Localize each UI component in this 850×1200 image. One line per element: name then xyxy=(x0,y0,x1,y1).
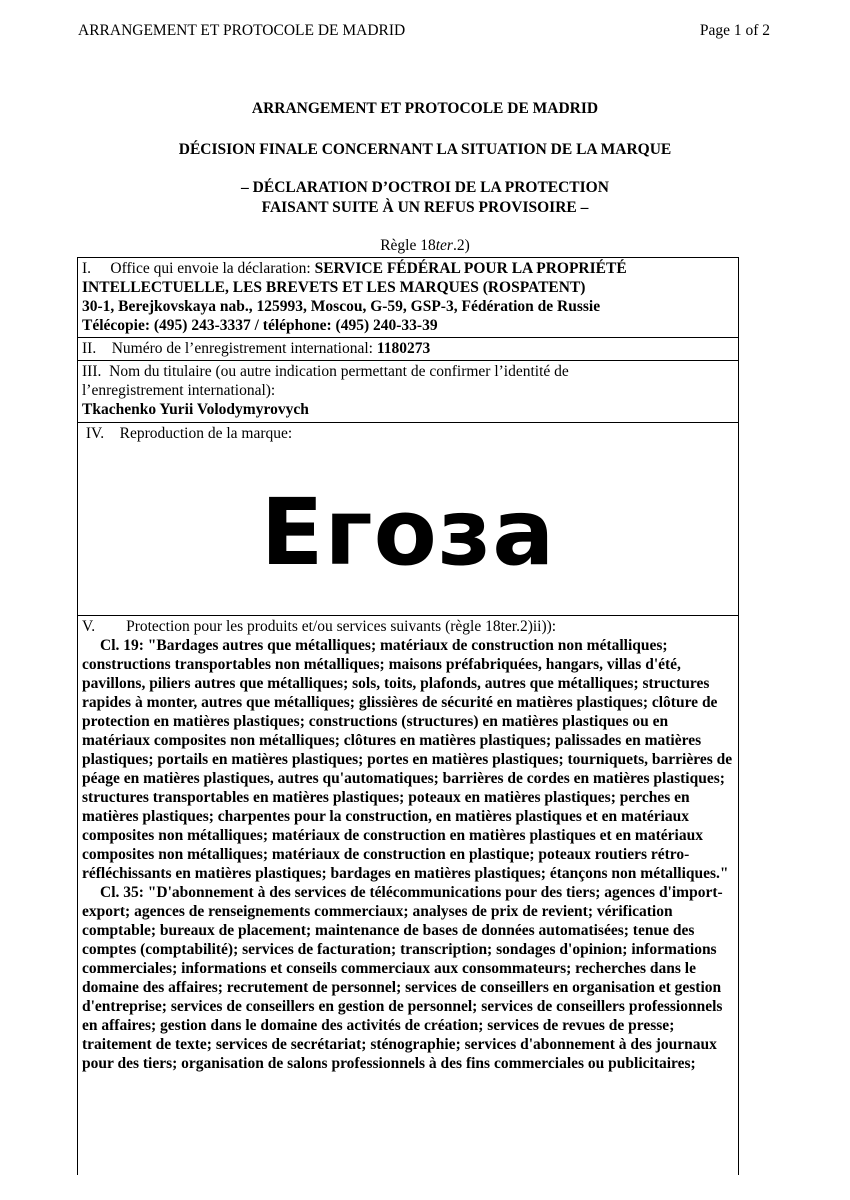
decision-title: DÉCISION FINALE CONCERNANT LA SITUATION DE LA MARQUE xyxy=(178,141,672,158)
page-number: Page 1 of 2 xyxy=(699,22,770,39)
running-header-title: ARRANGEMENT ET PROTOCOLE DE MADRID xyxy=(78,22,406,39)
declaration-title-line1: – DÉCLARATION D’OCTROI DE LA PROTECTION xyxy=(241,179,609,196)
running-header xyxy=(78,22,770,42)
document-title: ARRANGEMENT ET PROTOCOLE DE MADRID xyxy=(251,100,599,117)
section-registration-number: II. Numéro de l’enregistrement international: 1180273 xyxy=(77,337,739,361)
section-office: I. Office qui envoie la déclaration: SERVICE FÉDÉRAL POUR LA PROPRIÉTÉ INTELLECTUELLE, LES BREVETS ET LES MARQUES (ROSPATENT) 30-1, Berejkovskaya nab., 125993, Moscou, G-59, GSP-3, Fédération de Russie Télécopie: (495) 243-3337 / téléphone: (495) 240-33-39 xyxy=(77,257,739,338)
rule-reference: Règle 18ter.2) xyxy=(380,237,470,254)
section-goods-services: V. Protection pour les produits et/ou services suivants (règle 18ter.2)ii)): Cl. 19: "Bardages autres que métalliques; matériaux de construction non métalliques; constructions transportables non métalliques; maisons préfabriquées, hangars, villas d'été, pavillons, piliers autres que métalliques; sols, toits, plafonds, autres que métalliques; structures rapides à monter, autres que métalliques; glissières de sécurité en matières plastiques; clôture de protection en matières plastiques; constructions (structures) en matières plastiques ou en matériaux composites non métalliques; clôtures en matières plastiques; palissades en matières plastiques; portails en matières plastiques; portes en matières plastiques; tourniquets, barrières de péage en matières plastiques, autres qu'automatiques; barrières de cordes en matières plastiques; structures transportables en matières plastiques; poteaux en matières plastiques; perches en matières plastiques; charpentes pour la construction, en matières plastiques et en matériaux composites non métalliques; matériaux de construction en matières plastiques et en matériaux composites non métalliques; matériaux de construction en plastique; poteaux routiers rétro-réfléchissants en matières plastiques; bardages en matières plastiques; étançons non métalliques." Cl. 35: "D'abonnement à des services de télécommunications pour des tiers; agences d'import-export; agences de renseignements commerciaux; analyses de prix de revient; vérification comptable; bureaux de placement; maintenance de bases de données automatisées; tenue des comptes (comptabilité); services de facturation; transcription; sondages d'opinion; informations commerciales; informations et conseils commerciaux aux consommateurs; recherches dans le domaine des affaires; recrutement de personnel; services de conseillers en organisation et gestion d'entreprise; services de conseillers en gestion de personnel; services de conseillers professionnels en affaires; gestion dans le domaine des activités de création; services de revues de presse; traitement de texte; services de secrétariat; sténographie; services d'abonnement à des journaux pour des tiers; organisation de salons professionnels à des fins commerciales ou publicitaires; xyxy=(77,615,739,1175)
class-19-goods: Cl. 19: "Bardages autres que métalliques; matériaux de construction non métalliques; constructions transportables non métalliques; maisons préfabriquées, hangars, villas d'été, pavillons, piliers autres que métalliques; sols, toits, plafonds, autres que métalliques; structures rapides à monter, autres que métalliques; glissières de sécurité en matières plastiques; clôture de protection en matières plastiques; constructions (structures) en matières plastiques ou en matériaux composites non métalliques; clôtures en matières plastiques; palissades en matières plastiques; portails en matières plastiques; portes en matières plastiques; tourniquets, barrières de péage en matières plastiques, autres qu'automatiques; barrières de cordes en matières plastiques; structures transportables en matières plastiques; poteaux en matières plastiques; perches en matières plastiques; charpentes pour la construction, en matières plastiques et en matériaux composites non métalliques; matériaux de construction en matières plastiques et en matériaux composites non métalliques; matériaux de construction en plastique; poteaux routiers rétro-réfléchissants en matières plastiques; bardages en matières plastiques; étançons non métalliques." xyxy=(82,637,733,882)
declaration-title-line2: FAISANT SUITE À UN REFUS PROVISOIRE – xyxy=(261,199,589,216)
holder-name: Tkachenko Yurii Volodymyrovych xyxy=(82,401,309,418)
class-35-services: Cl. 35: "D'abonnement à des services de télécommunications pour des tiers; agences d'import-export; agences de renseignements commerciaux; analyses de prix de revient; vérification comptable; bureaux de placement; maintenance de bases de données automatisées; tenue des comptes (comptabilité); services de facturation; transcription; sondages d'opinion; informations commerciales; informations et conseils commerciaux aux consommateurs; recherches dans le domaine des affaires; recrutement de personnel; services de conseillers en organisation et gestion d'entreprise; services de conseillers en gestion de personnel; services de conseillers professionnels en affaires; gestion dans le domaine des activités de création; services de revues de presse; traitement de texte; services de secrétariat; sténographie; services d'abonnement à des journaux pour des tiers; organisation de salons professionnels à des fins commerciales ou publicitaires; xyxy=(82,884,723,1072)
registration-number: 1180273 xyxy=(376,340,431,357)
section-mark-reproduction: IV. Reproduction de la marque: Егоза xyxy=(77,422,739,616)
section-holder: III. Nom du titulaire (ou autre indication permettant de confirmer l’identité de l’enregistrement international): Tkachenko Yurii Volodymyrovych xyxy=(77,360,739,423)
trademark-image: Егоза xyxy=(260,479,556,586)
